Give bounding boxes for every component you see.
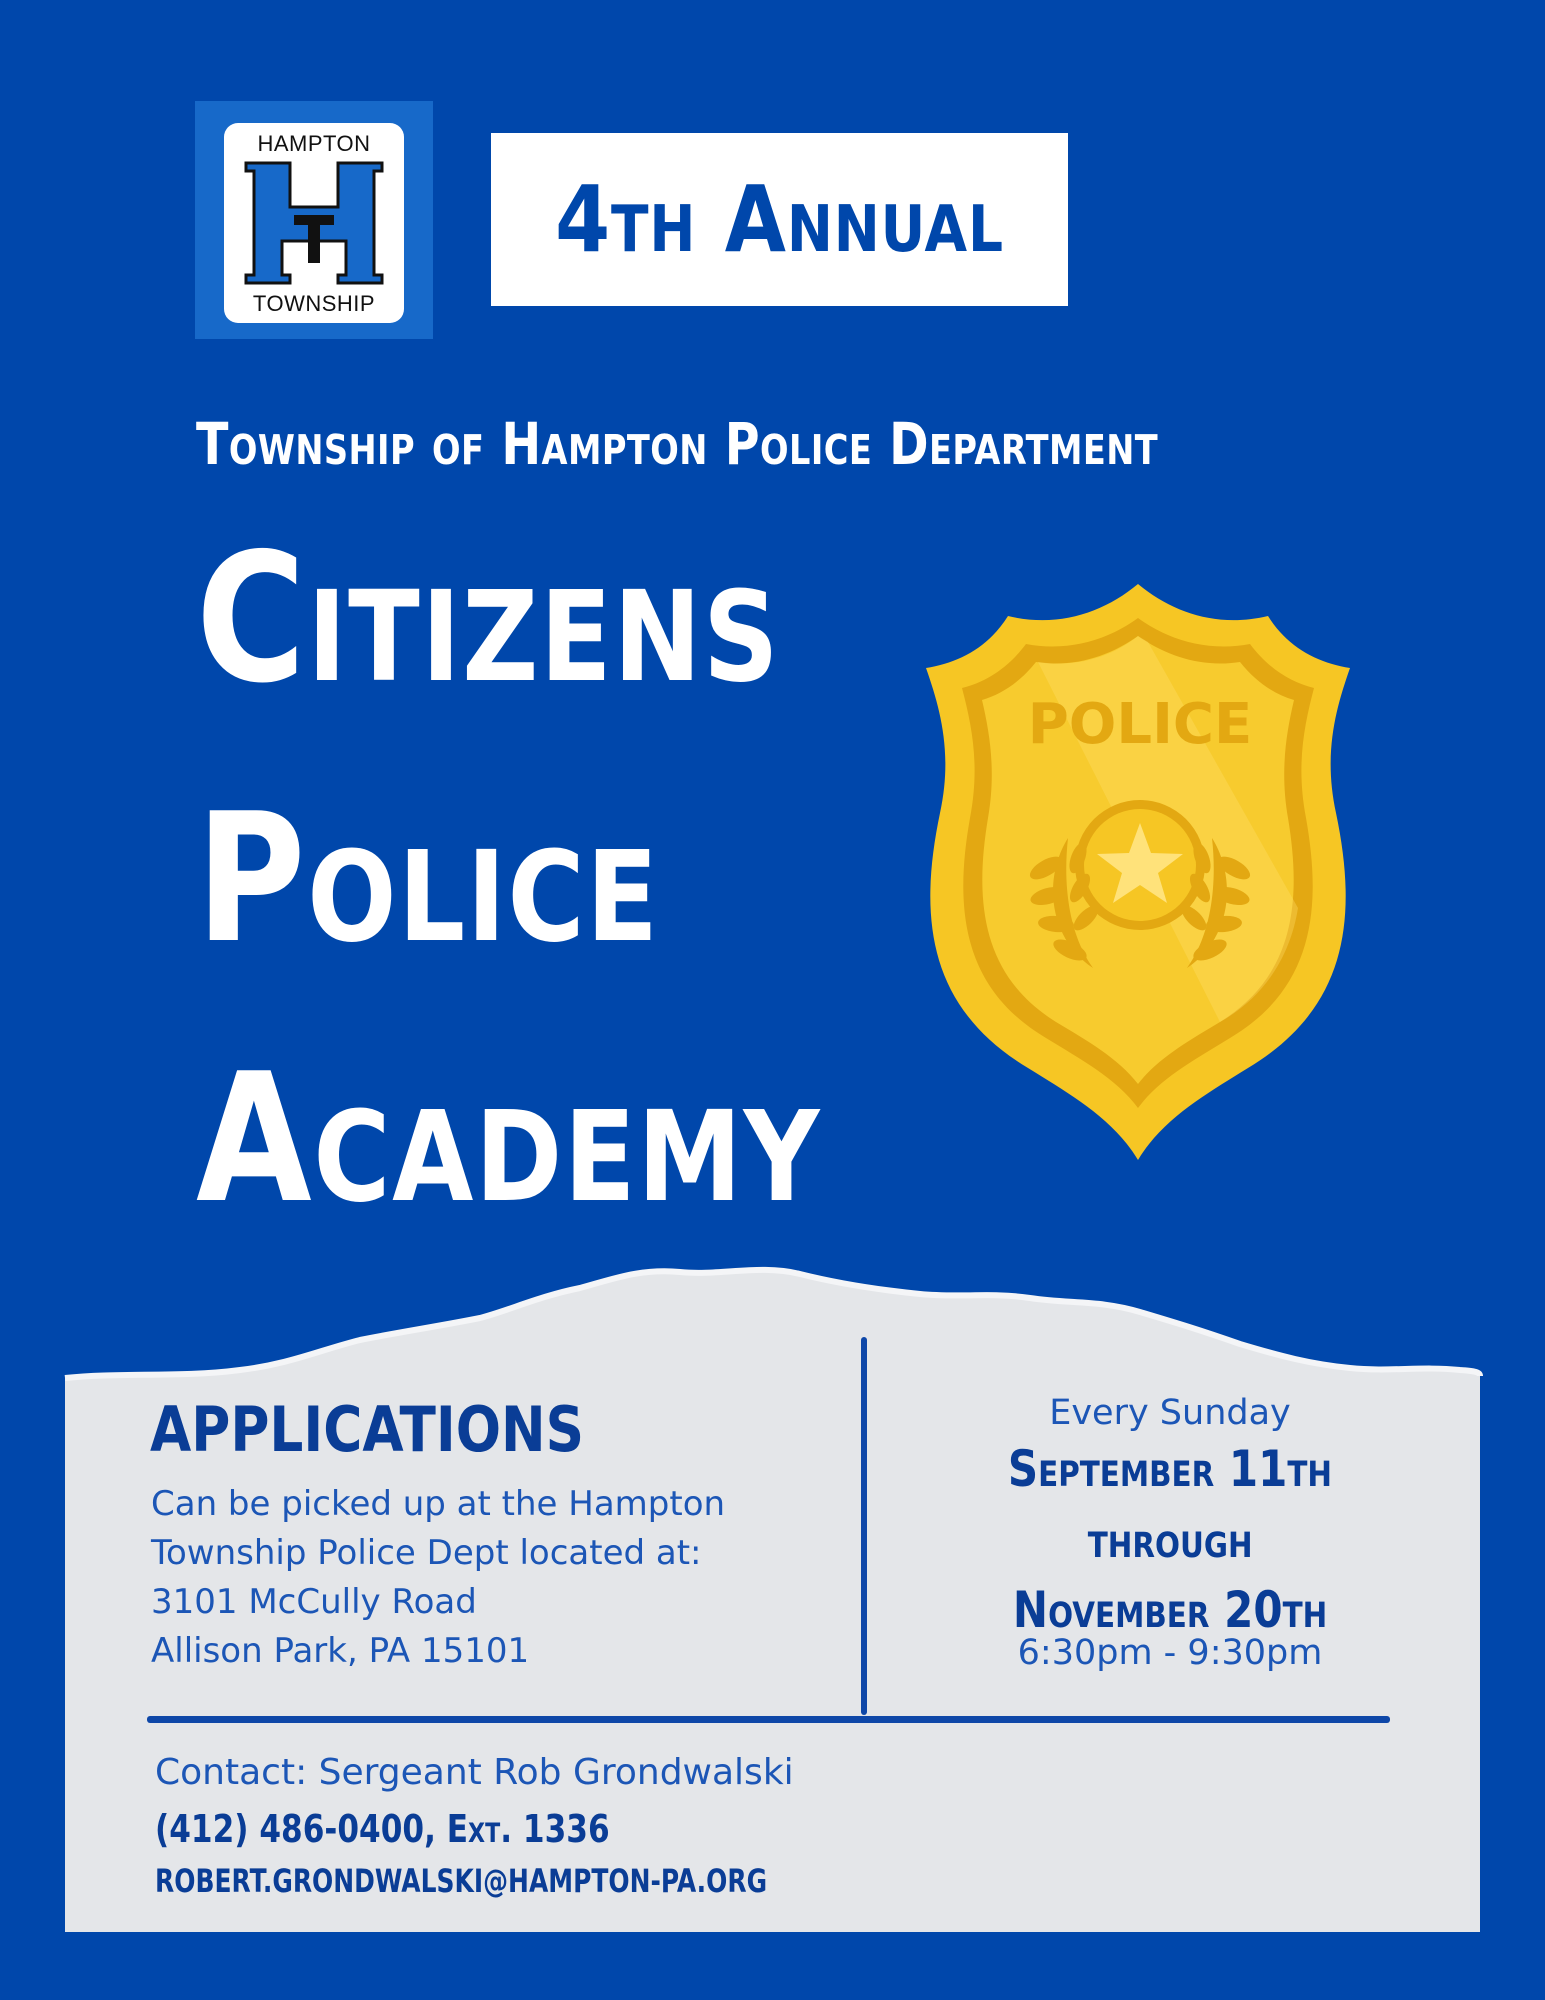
vertical-divider	[861, 1337, 867, 1715]
annual-banner	[491, 133, 1068, 306]
schedule-hours: 6:30pm - 9:30pm	[1017, 1633, 1323, 1673]
applications-heading: APPLICATIONS	[150, 1393, 585, 1466]
applications-line: Can be picked up at the Hampton	[151, 1484, 726, 1524]
logo-card	[224, 123, 404, 323]
horizontal-divider	[147, 1716, 1390, 1723]
badge-label: POLICE	[1027, 692, 1253, 757]
contact-name: Contact: Sergeant Rob Grondwalski	[155, 1752, 794, 1793]
schedule-start-date: September 11th	[1007, 1440, 1333, 1498]
hampton-township-logo	[195, 101, 433, 339]
department-name: Township of Hampton Police Department	[196, 410, 1159, 478]
title-line-police: Police	[196, 775, 660, 982]
police-badge-icon	[918, 578, 1358, 1163]
address-city: Allison Park, PA 15101	[151, 1631, 530, 1671]
title-line-academy: Academy	[196, 1035, 822, 1242]
annual-text: 4th Annual	[555, 166, 1004, 273]
contact-phone: (412) 486-0400, Ext. 1336	[155, 1807, 610, 1851]
schedule-through: through	[1087, 1511, 1253, 1569]
address-street: 3101 McCully Road	[151, 1582, 477, 1622]
schedule-end-date: November 20th	[1012, 1581, 1328, 1639]
logo-bottom-word: TOWNSHIP	[252, 291, 376, 316]
title-line-citizens: Citizens	[196, 515, 781, 722]
logo-top-word: HAMPTON	[257, 131, 371, 156]
applications-line: Township Police Dept located at:	[151, 1533, 702, 1573]
contact-email: ROBERT.GRONDWALSKI@HAMPTON-PA.ORG	[155, 1862, 768, 1900]
schedule-frequency: Every Sunday	[1049, 1393, 1291, 1433]
